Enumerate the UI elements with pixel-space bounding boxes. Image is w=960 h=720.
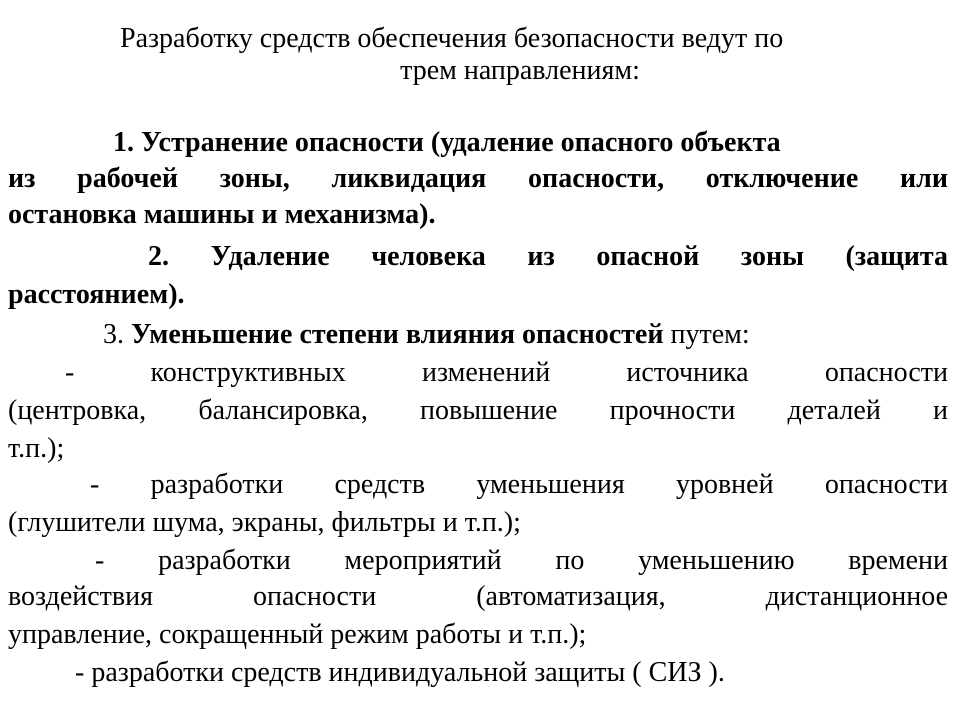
sub-2-line-2: (глушители шума, экраны, фильтры и т.п.); (8, 507, 521, 538)
sub-1-line-2: (центровка, балансировка, повышение прочности деталей и (8, 395, 948, 426)
sub-3-line-1: - разработки мероприятий по уменьшению времени (95, 545, 948, 576)
item-1-line-2: из рабочей зоны, ликвидация опасности, отключение или (8, 163, 948, 194)
sub-3-line-3: управление, сокращенный режим работы и т.п.); (8, 619, 587, 650)
intro-line-1: Разработку средств обеспечения безопасности ведут по (120, 23, 784, 54)
item-3-number: 3. (103, 319, 124, 350)
item-3-heading: Уменьшение степени влияния опасностей (131, 319, 664, 350)
sub-4-line-1: - разработки средств индивидуальной защиты ( СИЗ ). (75, 657, 725, 688)
sub-3-line-2: воздействия опасности (автоматизация, дистанционное (8, 581, 948, 612)
item-2-line-2: расстоянием). (8, 279, 185, 310)
sub-1-line-3: т.п.); (8, 433, 65, 464)
item-1-line-3: остановка машины и механизма). (8, 199, 436, 230)
intro-line-2: трем направлениям: (400, 55, 640, 86)
sub-2-line-1: - разработки средств уменьшения уровней опасности (90, 469, 948, 500)
sub-1-line-1: - конструктивных изменений источника опасности (65, 357, 948, 388)
item-2-line-1: 2. Удаление человека из опасной зоны (защита (148, 241, 948, 272)
item-1-line-1: 1. Устранение опасности (удаление опасного объекта (113, 127, 781, 158)
item-3-tail: путем: (670, 319, 750, 350)
item-3-line (103, 318, 948, 352)
